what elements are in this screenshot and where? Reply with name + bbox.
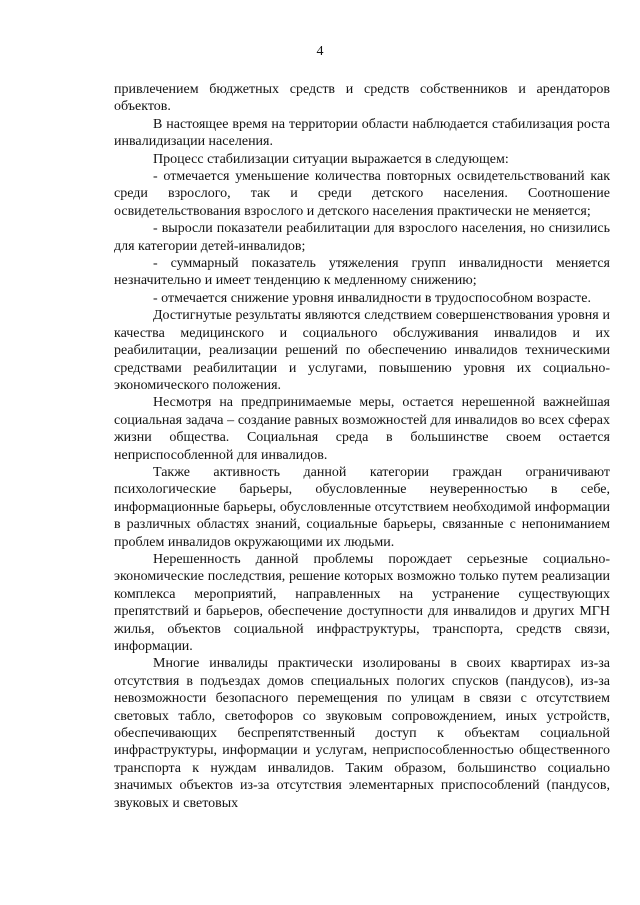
list-item-working-age: - отмечается снижение уровня инвалидности в трудоспособном возрасте.	[153, 290, 591, 306]
paragraph-isolation: Многие инвалиды практически изолированы в своих квартирах из-за отсутствия в подъездах домов специальных пологих спусков (пандусов), из-за невозможности безопасного перемещения по улицам в связи с отсутствием световых табло, светофоров со звуковым сопровождением, иных устройств, обеспечивающих беспрепятственный доступ к объектам социальной инфраструктуры, информации и услугам, неприспособленностью общественного транспорта к нуждам инвалидов. Таким образом, большинство социально значимых объектов из-за отсутствия элементарных приспособлений (пандусов, звуковых и световых	[114, 656, 610, 811]
paragraph-results: Достигнутые результаты являются следствием совершенствования уровня и качества медицинского и социального обслуживания инвалидов и их реабилитации, реализации решений по обеспечению инвалидов техническими средствами реабилитации и услугами, повышению уровня их социально-экономического положения.	[114, 308, 610, 393]
paragraph-stabilization: В настоящее время на территории области наблюдается стабилизация роста инвалидизации населения.	[114, 116, 610, 150]
paragraph-barriers: Также активность данной категории граждан ограничивают психологические барьеры, обусловленные неуверенностью в себе, информационные барьеры, обусловленные отсутствием необходимой информации в различных областях знаний, социальные барьеры, связанные с непониманием проблем инвалидов окружающими их людьми.	[114, 464, 610, 550]
paragraph-process-intro: Процесс стабилизации ситуации выражается в следующем:	[153, 151, 509, 167]
list-item-severity: - суммарный показатель утяжеления групп инвалидности меняется незначительно и имеет тенденцию к медленному снижению;	[114, 256, 610, 289]
document-body	[114, 81, 610, 812]
page-number: 4	[316, 44, 324, 59]
paragraph-consequences: Нерешенность данной проблемы порождает серьезные социально-экономические последствия, решение которых возможно только путем реализации комплекса мероприятий, направленных на устранение существующих препятствий и барьеров, обеспечение доступности для инвалидов и других МГН жилья, объектов социальной инфраструктуры, транспорта, средств связи, информации.	[114, 551, 610, 654]
list-item-rehabilitation: - выросли показатели реабилитации для взрослого населения, но снизились для категории детей-инвалидов;	[114, 221, 610, 254]
paragraph-unsolved-task: Несмотря на предпринимаемые меры, остается нерешенной важнейшая социальная задача – создание равных возможностей для инвалидов во всех сферах жизни общества. Социальная среда в большинстве своем остается неприспособленной для инвалидов.	[114, 395, 610, 463]
paragraph-continued: привлечением бюджетных средств и средств собственников и арендаторов объектов.	[114, 82, 610, 115]
list-item-reexamination: - отмечается уменьшение количества повторных освидетельствований как среди взрослого, так и среди детского населения. Соотношение освидетельствования взрослого и детского населения практически не меняется;	[114, 169, 610, 219]
